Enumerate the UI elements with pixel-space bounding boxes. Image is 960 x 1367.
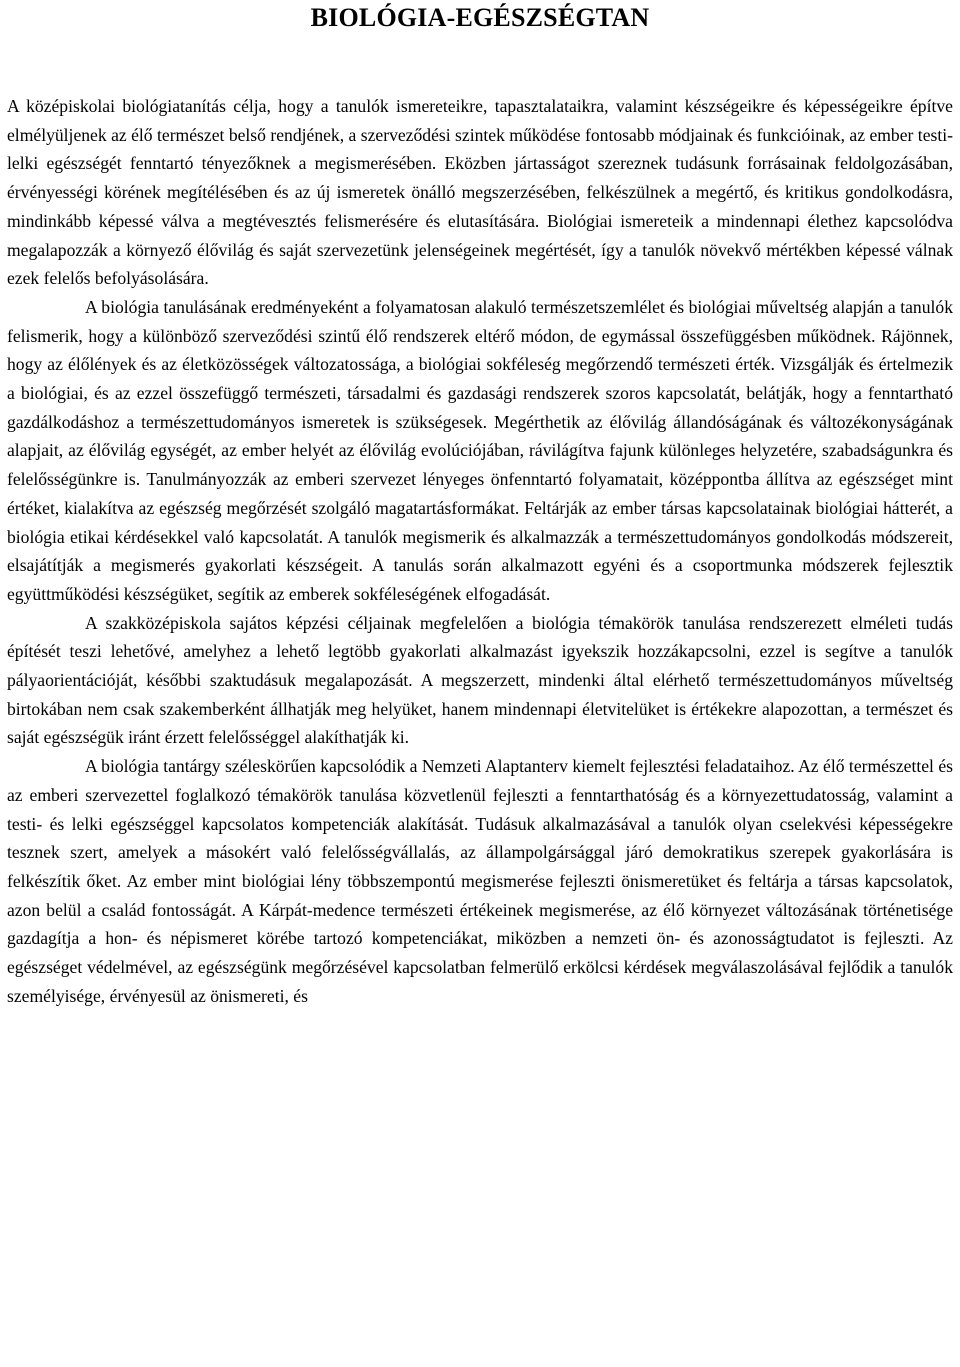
paragraph-2: A biológia tanulásának eredményeként a folyamatosan alakuló természetszemlélet és biológiai műveltség alapján a tanulók felismerik, hogy a különböző szerveződési szintű élő rendszerek eltérő módon, de egymással összefüggésben működnek. Rájönnek, hogy az élőlények és az életközösségek változatossága, a biológiai sokféleség megőrzendő természeti érték. Vizsgálják és értelmezik a biológiai, és az ezzel összefüggő természeti, társadalmi és gazdasági rendszerek szoros kapcsolatát, belátják, hogy a fenntartható gazdálkodáshoz a természettudományos ismeretek is szükségesek. Megérthetik az élővilág állandóságának és változékonyságának alapjait, az élővilág egységét, az ember helyét az élővilág evolúciójában, rávilágítva fajunk különleges helyzetére, szabadságunkra és felelősségünkre is. Tanulmányozzák az emberi szervezet lényeges önfenntartó folyamatait, középpontba állítva az egészséget mint értéket, kialakítva az egészség megőrzését szolgáló magatartásformákat. Feltárják az ember társas kapcsolatainak biológiai hátterét, a biológia etikai kérdésekkel való kapcsolatát. A tanulók megismerik és alkalmazzák a természettudományos gondolkodás módszereit, elsajátítják a megismerés gyakorlati készségeit. A tanulás során alkalmazott egyéni és a csoportmunka módszerek fejlesztik együttműködési készségüket, segítik az emberek sokféleségének elfogadását. [7,296,953,604]
document-title: BIOLÓGIA-EGÉSZSÉGTAN [310,3,650,32]
paragraph-1: A középiskolai biológiatanítás célja, hogy a tanulók ismereteikre, tapasztalataikra, valamint készségeikre és képességeikre építve elmélyüljenek az élő természet belső rendjének, a szerveződési szintek működése fontosabb módjainak és funkcióinak, az ember testi-lelki egészségét fenntartó tényezőknek a megismerésében. Eközben jártasságot szereznek tudásunk forrásainak feldolgozásában, érvényességi körének megítélésében és az új ismeretek önálló megszerzésében, felkészülnek a megértő, és kritikus gondolkodásra, mindinkább képessé válva a megtévesztés felismerésére és elutasítására. Biológiai ismereteik a mindennapi élethez kapcsolódva megalapozzák a környező élővilág és saját szervezetünk jelenségeinek megértését, így a tanulók növekvő mértékben képessé válnak ezek felelős befolyásolására. [7,96,953,289]
paragraph-4: A biológia tantárgy széleskörűen kapcsolódik a Nemzeti Alaptanterv kiemelt fejlesztési feladataihoz. Az élő természettel és az emberi szervezettel foglalkozó témakörök tanulása közvetlenül fejleszti a fenntarthatóság és a környezettudatosság, valamint a testi- és lelki egészséggel kapcsolatos kompetenciák alakítását. Tudásuk alkalmazásával a tanulók olyan cselekvési képességekre tesznek szert, amelyek a másokért való felelősségvállalás, az állampolgársággal járó demokratikus szerepek gyakorlására is felkészítik őket. Az ember mint biológiai lény többszempontú megismerése fejleszti önismeretüket és feltárja a társas kapcsolatok, azon belül a család fontosságát. A Kárpát-medence természeti értékeinek megismerése, az élő környezet változásának történetisége gazdagítja a hon- és népismeret körébe tartozó kompetenciákat, miközben a nemzeti ön- és azonosságtudatot is fejleszti. Az egészséget védelmével, az egészségünk megőrzésével kapcsolatban felmerülő erkölcsi kérdések megválaszolásával fejlődik a tanulók személyisége, érvényesül az önismereti, és [7,756,953,1006]
paragraph-3: A szakközépiskola sajátos képzési céljainak megfelelően a biológia témakörök tanulása rendszerezett elméleti tudás építését teszi lehetővé, amelyhez a lehető legtöbb gyakorlati alkalmazást igyekszik hozzákapcsolni, ezzel is segítve a tanulók pályaorientációját, későbbi szaktudásuk megalapozását. A megszerzett, mindenki által elérhető természettudományos műveltség birtokában nem csak szakemberként állhatják meg helyüket, hanem mindennapi életvitelüket is értékekre alapozottan, a természet és saját egészségük iránt érzett felelősséggel alakíthatják ki. [7,612,953,748]
title-spacer [7,47,953,92]
document-body [7,92,953,1011]
